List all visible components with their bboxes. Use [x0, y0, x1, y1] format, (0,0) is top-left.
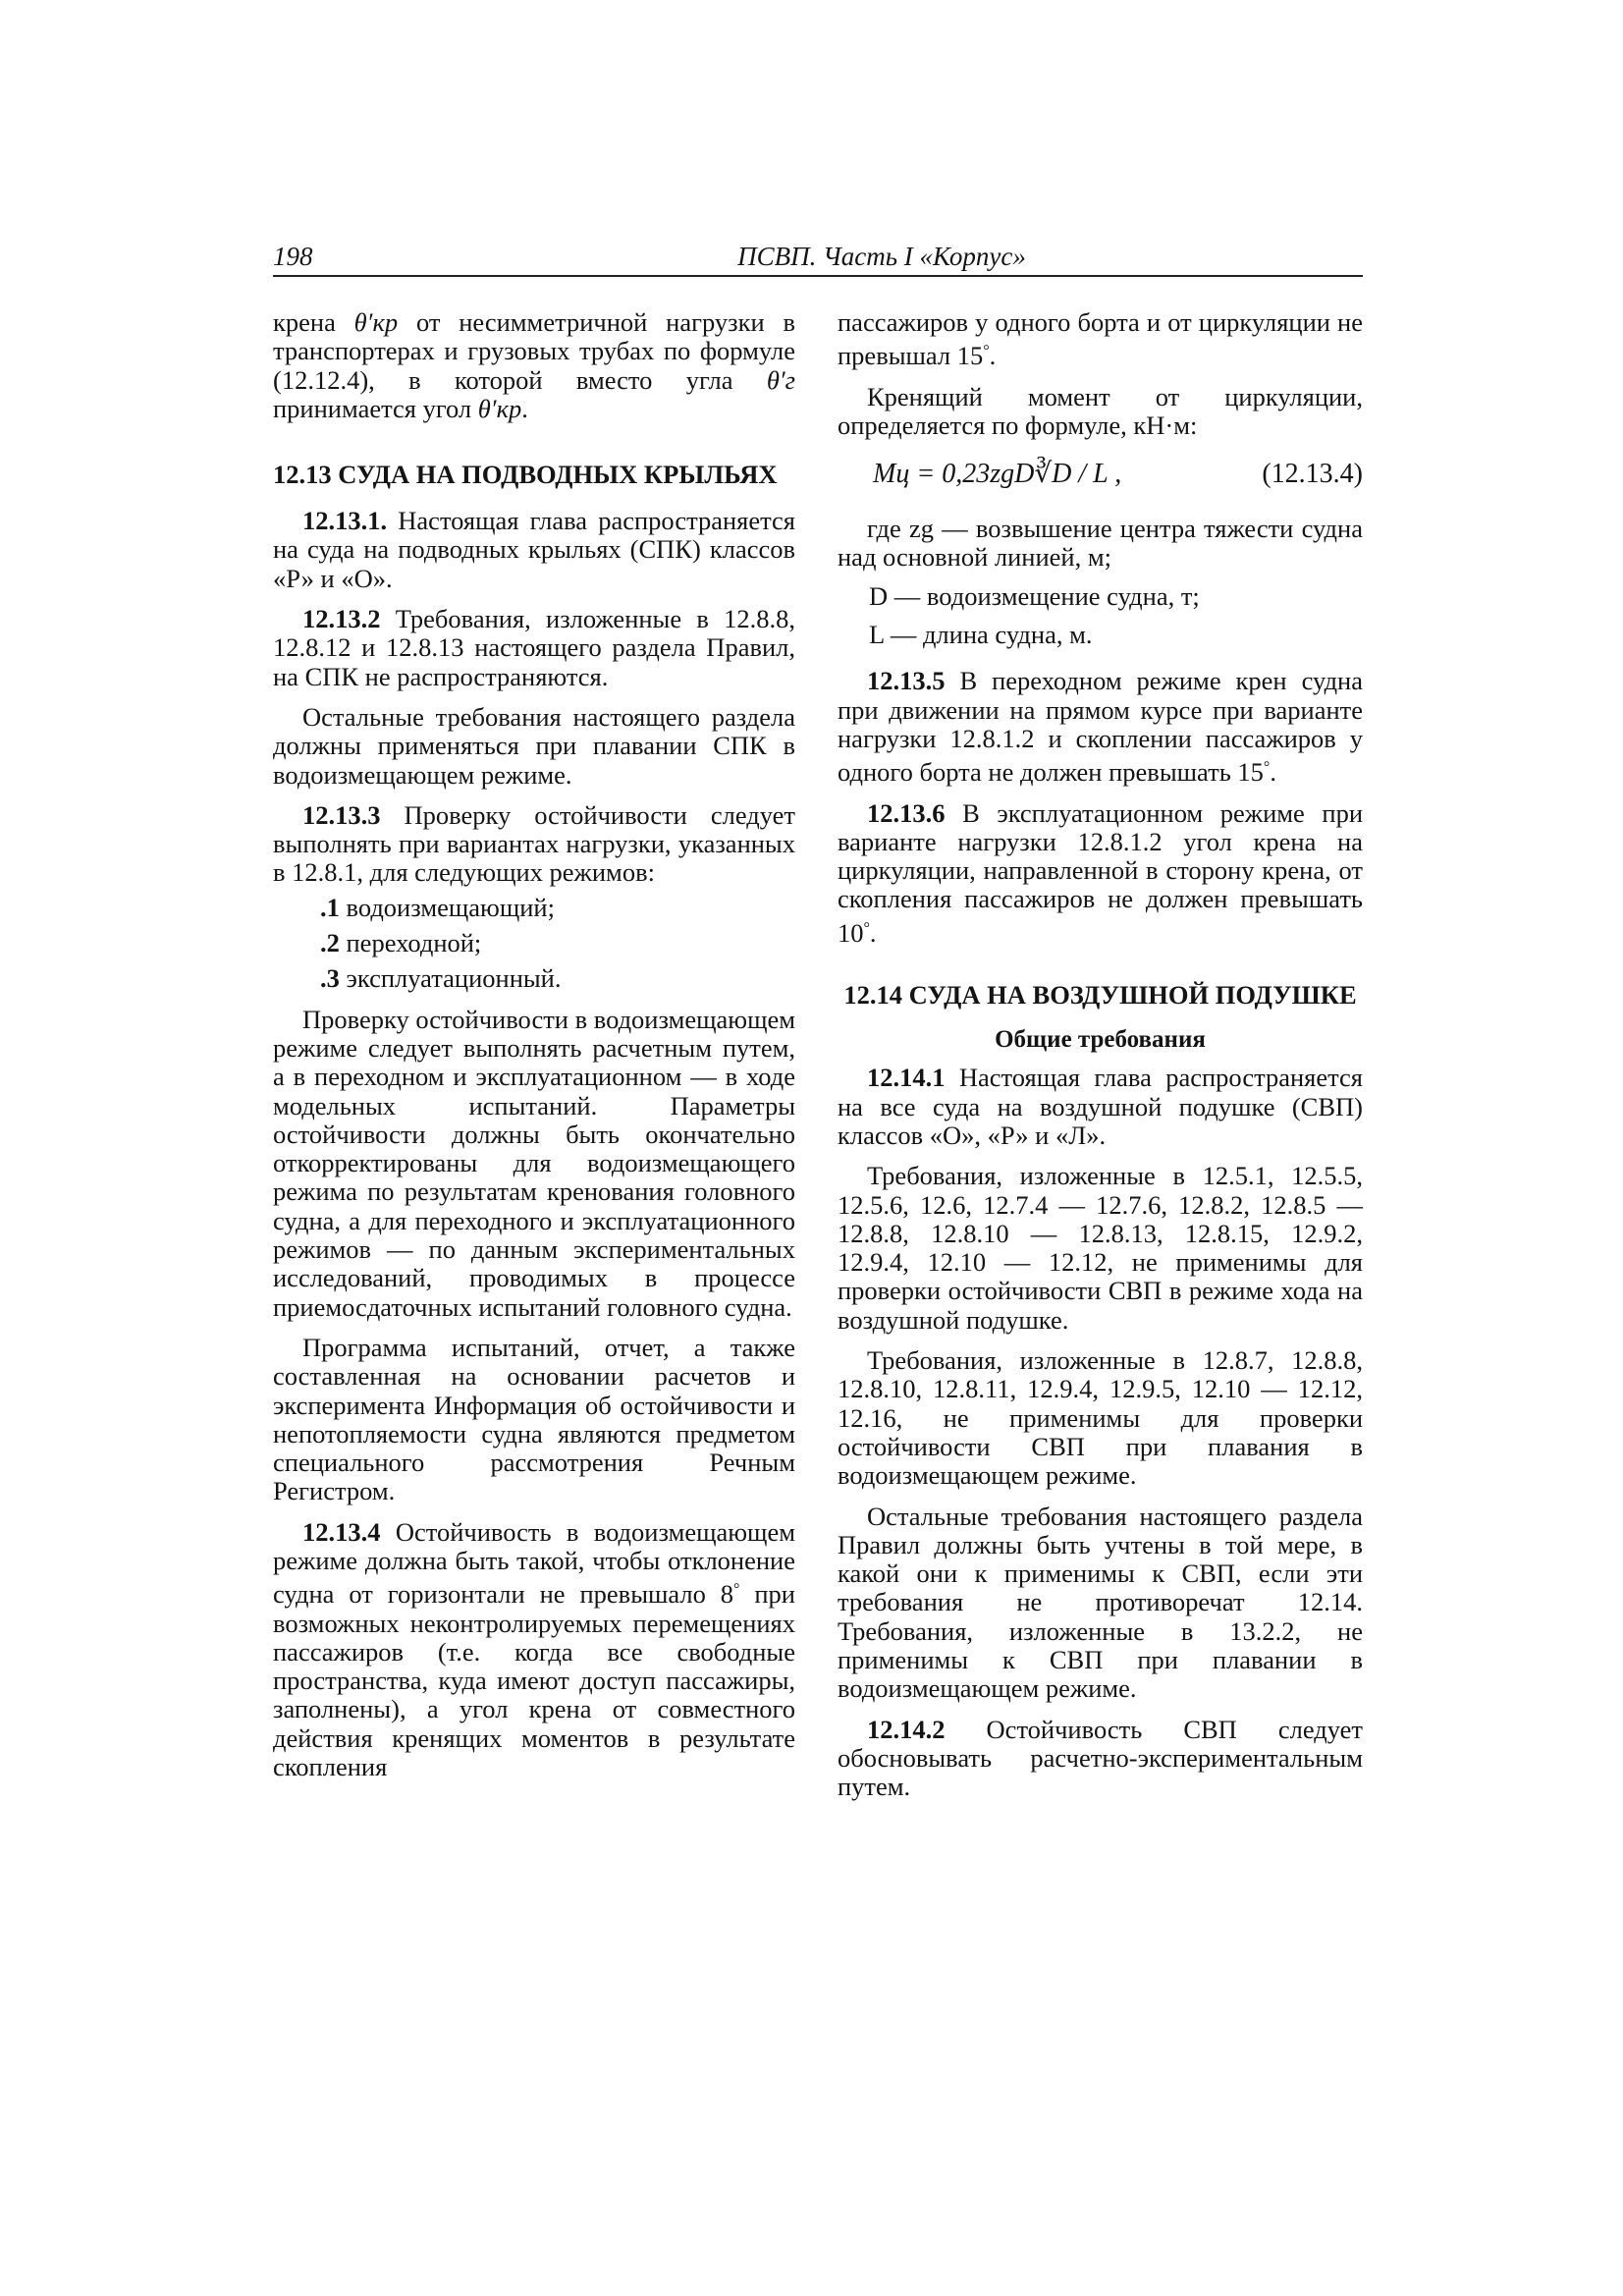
- paragraph-12-14-2: 12.14.2 Остойчивость СВП следует обосновывать расчетно-экспериментальным путем.: [838, 1714, 1363, 1802]
- paragraph-requirements-3: Остальные требования настоящего раздела Правил должны быть учтены в той мере, в какой они к применимы к СВП, если эти требования не противоречат 12.14. Требования, изложенные в 13.2.2, не применимы к СВП при плавании в водоизмещающем режиме.: [838, 1501, 1363, 1704]
- right-column: [838, 308, 1363, 1813]
- subsection-title: Общие требования: [995, 1026, 1206, 1054]
- paragraph-heeling-moment: Кренящий момент от циркуляции, определяется по формуле, кН·м:: [838, 381, 1363, 440]
- paragraph-requirements-2: Требования, изложенные в 12.8.7, 12.8.8, 12.8.10, 12.8.11, 12.9.4, 12.9.5, 12.10 — 12.12, 12.16, не применимы для проверки остойчивости СВП при плавания в водоизмещающем режиме.: [838, 1345, 1363, 1491]
- formula-expression: Mц = 0,23zgD∛D / L ,: [873, 459, 1122, 490]
- paragraph-12-13-6: 12.13.6 В эксплуатационном режиме при варианте нагрузки 12.8.1.2 угол крена на циркуляции, направленной в сторону крена, от скопления пассажиров не должен превышать 10°.: [838, 797, 1363, 948]
- paragraph-test-program: Программа испытаний, отчет, а также составленная на основании расчетов и эксперимента Информация об остойчивости и непотопляемости судна являются предметом специального рассмотрения Речным Регистром.: [273, 1332, 795, 1506]
- definition-zg: где zg — возвышение центра тяжести судна над основной линией, м;: [838, 514, 1363, 573]
- page-number: 198: [273, 242, 313, 271]
- paragraph-12-13-5: 12.13.5 В переходном режиме крен судна при движении на прямом курсе при варианте нагрузки 12.8.1.2 и скоплении пассажиров у одного борта не должен превышать 15°.: [838, 666, 1363, 788]
- page-header: [273, 242, 1363, 277]
- section-title-12-13: 12.13 СУДА НА ПОДВОДНЫХ КРЫЛЬЯХ: [273, 460, 778, 490]
- paragraph-12-13-2: 12.13.2 Требования, изложенные в 12.8.8, 12.8.12 и 12.8.13 настоящего раздела Правил, на СПК не распространяются.: [273, 604, 795, 691]
- list-item: .1 водоизмещающий;: [320, 892, 555, 922]
- left-column: [273, 308, 795, 1793]
- definition-L: L — длина судна, м.: [869, 620, 1093, 650]
- paragraph-requirements-1: Требования, изложенные в 12.5.1, 12.5.5, 12.5.6, 12.6, 12.7.4 — 12.7.6, 12.8.2, 12.8.5 — 12.8.8, 12.8.10 — 12.8.13, 12.8.15, 12.9.2, 12.9.4, 12.10 — 12.12, не применимы для проверки остойчивости СВП в режиме хода на воздушной подушке.: [838, 1161, 1363, 1335]
- paragraph-stability-check: Проверку остойчивости в водоизмещающем режиме следует выполнять расчетным путем, а в переходном и эксплуатационном — в ходе модельных испытаний. Параметры остойчивости должны быть окончательно откорректированы для водоизмещающего режима по результатам кренования головного судна, а для переходного и эксплуатационного режимов — по данным экспериментальных исследований, проводимых в процессе приемосдаточных испытаний головного судна.: [273, 1004, 796, 1322]
- definition-D: D — водоизмещение судна, т;: [869, 580, 1200, 611]
- paragraph-other-requirements: Остальные требования настоящего раздела должны применяться при плавании СПК в водоизмещающем режиме.: [273, 701, 795, 790]
- formula-number: (12.13.4): [1262, 459, 1363, 490]
- paragraph-12-13-1: 12.13.1. Настоящая глава распространяется на суда на подводных крыльях (СПК) классов «Р» и «О».: [273, 506, 795, 593]
- paragraph-12-13-3: 12.13.3 Проверку остойчивости следует выполнять при вариантах нагрузки, указанных в 12.8.1, для следующих режимов:: [273, 799, 795, 888]
- section-title-12-14: 12.14 СУДА НА ВОЗДУШНОЙ ПОДУШКЕ: [843, 980, 1357, 1011]
- running-title: ПСВП. Часть I «Корпус»: [737, 242, 1026, 271]
- paragraph-12-14-1: 12.14.1 Настоящая глава распространяется на все суда на воздушной подушке (СВП) классов «О», «Р» и «Л».: [838, 1063, 1363, 1150]
- formula-12-13-4: [838, 456, 1363, 495]
- paragraph-continuation: пассажиров у одного борта и от циркуляции не превышал 15°.: [838, 307, 1363, 371]
- list-item: .2 переходной;: [320, 928, 482, 958]
- list-item: .3 эксплуатационный.: [320, 963, 562, 994]
- paragraph-12-13-4: 12.13.4 Остойчивость в водоизмещающем режиме должна быть такой, чтобы отклонение судна от горизонтали не превышало 8° при возможных неконтролируемых перемещениях пассажиров (т.е. когда все свободные пространства, куда имеют доступ пассажиры, заполнены), а угол крена от совместного действия кренящих моментов в результате скопления: [273, 1516, 795, 1782]
- intro-paragraph: крена θ′кр от несимметричной нагрузки в транспортерах и грузовых трубах по формуле (12.12.4), в которой вместо угла θ′г принимается угол θ′кр.: [273, 307, 795, 423]
